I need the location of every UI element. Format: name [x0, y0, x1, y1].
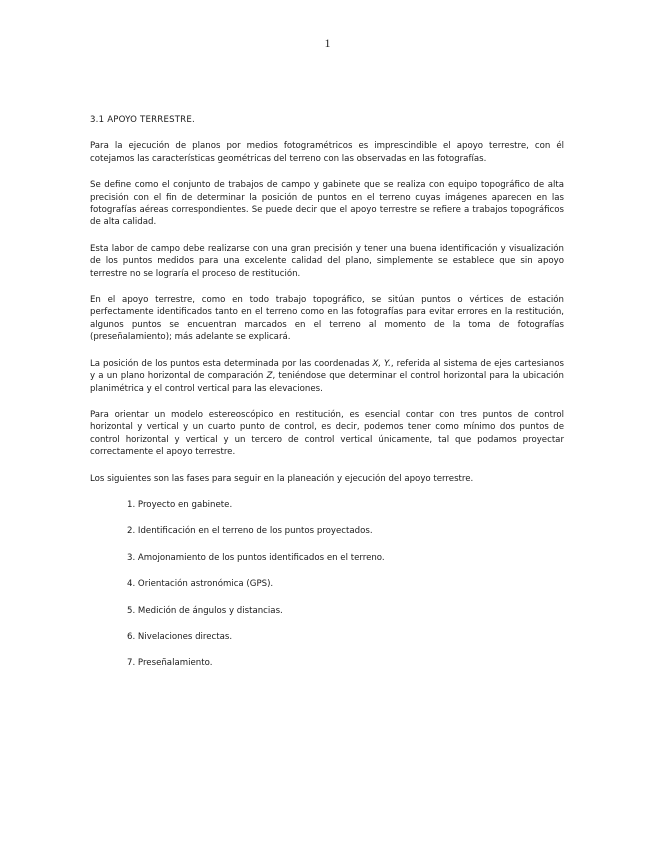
- page-number: 1: [324, 36, 331, 50]
- paragraph-4: En el apoyo terrestre, como en todo trabajo topográfico, se sitúan puntos o vértices de estación perfectamente identificados tanto en el terreno como en las fotografías para evitar errores en la restitución, algunos puntos se encuentran marcados en el terreno al momento de la toma de fotografías (preseñalamiento); más adelante se explicará.: [90, 295, 564, 343]
- paragraph-5-part-b: , referida al sistema de ejes cartesianos y a un plano horizontal de comparación: [90, 358, 564, 382]
- section-title: 3.1 APOYO TERRESTRE.: [90, 115, 195, 125]
- coordinates-xy: X, Y.: [372, 358, 391, 369]
- list-item: 4. Orientación astronómica (GPS).: [127, 579, 274, 590]
- paragraph-5-part-c: , teniéndose que determinar el control horizontal para la ubicación planimétrica y el control vertical para las elevaciones.: [90, 371, 565, 394]
- paragraph-5-part-a: La posición de los puntos esta determinada por las coordenadas: [90, 358, 373, 369]
- list-item: 5. Medición de ángulos y distancias.: [127, 605, 283, 616]
- list-item: 3. Amojonamiento de los puntos identificados en el terreno.: [127, 552, 385, 563]
- paragraph-6: Para orientar un modelo estereoscópico en restitución, es esencial contar con tres puntos de control horizontal y vertical y un cuarto punto de control, es decir, podemos tener como mínimo dos puntos de control horizontal y vertical y un tercero de control vertical únicamente, tal que podamos proyectar correctamente el apoyo terrestre.: [90, 409, 564, 458]
- coordinate-z: Z: [266, 371, 273, 382]
- phases-list: [90, 499, 564, 670]
- paragraph-7: Los siguientes son las fases para seguir en la planeación y ejecución del apoyo terrestre.: [90, 473, 474, 484]
- paragraph-1: Para la ejecución de planos por medios fotogramétricos es imprescindible el apoyo terrestre, con él cotejamos las características geométricas del terreno con las observadas en las fotografías.: [90, 141, 564, 164]
- list-item: 2. Identificación en el terreno de los puntos proyectados.: [127, 526, 373, 537]
- paragraph-5: [90, 358, 564, 395]
- paragraph-3: Esta labor de campo debe realizarse con una gran precisión y tener una buena identificación y visualización de los puntos medidos para una excelente calidad del plano, simplemente se establece que sin apoyo terrestre no se lograría el proceso de restitución.: [90, 243, 564, 279]
- list-item: 6. Nivelaciones directas.: [127, 631, 233, 642]
- list-item: 7. Preseñalamiento.: [127, 658, 213, 669]
- page-content: [90, 114, 564, 684]
- paragraph-2: Se define como el conjunto de trabajos de campo y gabinete que se realiza con equipo topográfico de alta precisión con el fin de determinar la posición de puntos en el terreno cuyas imágenes aparecen en las fotografías aéreas correspondientes. Se puede decir que el apoyo terrestre se refiere a trabajos topográficos de alta calidad.: [90, 180, 564, 228]
- list-item: 1. Proyecto en gabinete.: [127, 499, 233, 510]
